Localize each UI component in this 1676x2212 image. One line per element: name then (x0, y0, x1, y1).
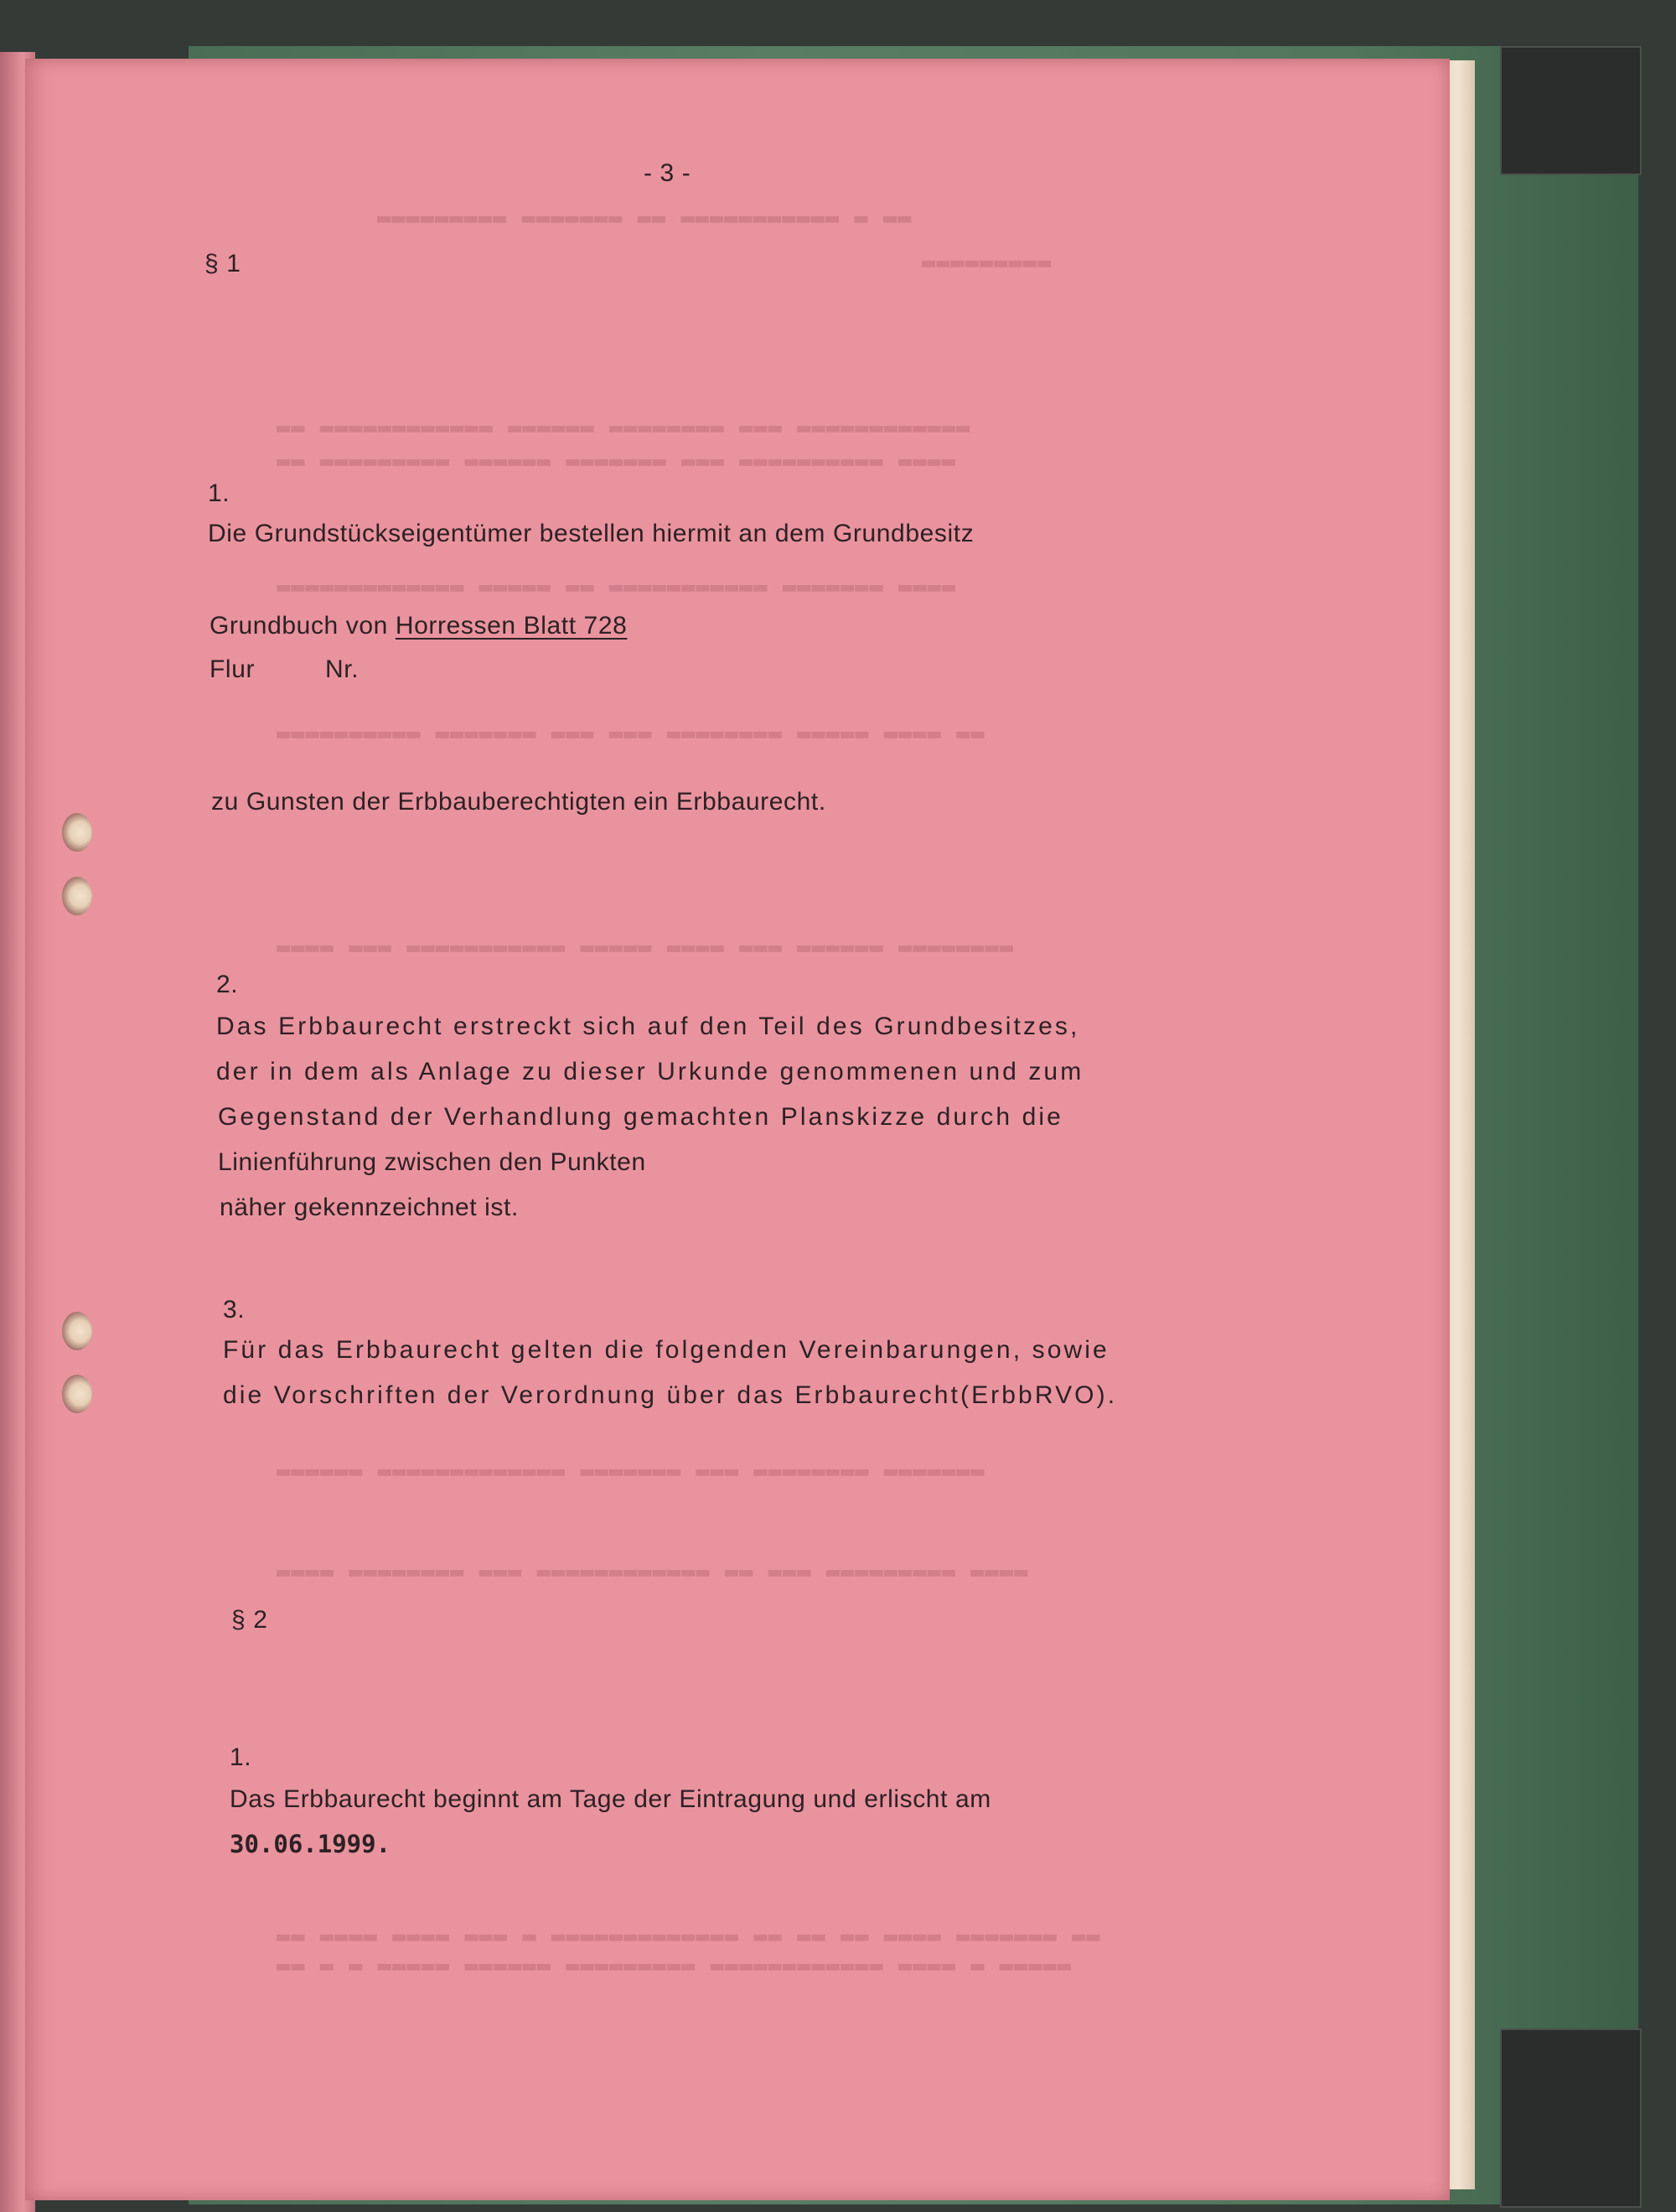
binder-corner-top (1500, 46, 1642, 175)
punch-hole-icon (62, 1375, 92, 1413)
binder-corner-bottom (1500, 2028, 1642, 2208)
punch-hole-icon (62, 877, 92, 915)
item-3-line: die Vorschriften der Verordnung über das Erbbaurecht(ErbbRVO). (223, 1381, 1118, 1409)
show-through-text: ▬▬ ▬▬▬▬▬▬▬▬▬ ▬▬▬▬▬▬ ▬▬▬▬▬▬▬ ▬▬▬ ▬▬▬▬▬▬▬▬▬▬ ▬▬▬▬ (277, 448, 957, 474)
item-1-text: Die Grundstückseigentümer bestellen hiermit an dem Grundbesitz (208, 520, 975, 547)
show-through-text: ▬▬▬▬▬▬▬▬▬ ▬▬▬▬▬▬▬ ▬▬ ▬▬▬▬▬▬▬▬▬▬▬ ▬ ▬▬ (377, 205, 913, 231)
nr-label: Nr. (325, 655, 360, 683)
item-3-number: 3. (223, 1296, 246, 1324)
show-through-text: ▬▬▬▬▬▬▬▬▬ (922, 250, 1053, 276)
show-through-text: ▬▬▬▬ ▬▬▬▬▬▬▬▬ ▬▬▬ ▬▬▬▬▬▬▬▬▬▬▬▬ ▬▬ ▬▬▬ ▬▬▬▬▬▬▬▬▬ ▬▬▬▬ (277, 1559, 1029, 1585)
show-through-text: ▬▬▬▬ ▬▬▬ ▬▬▬▬▬▬▬▬▬▬▬ ▬▬▬▬▬ ▬▬▬▬ ▬▬▬ ▬▬▬▬▬▬ ▬▬▬▬▬▬▬▬ (277, 935, 1015, 961)
section-2-heading: § 2 (231, 1606, 268, 1634)
section-1-heading: § 1 (204, 250, 241, 277)
expiry-date: 30.06.1999. (230, 1830, 391, 1858)
page-number: - 3 - (644, 159, 691, 187)
grundbuch-line (210, 612, 627, 640)
item-2-line: Das Erbbaurecht erstreckt sich auf den Teil des Grundbesitzes, (216, 1013, 1080, 1040)
item-2-number: 2. (216, 971, 239, 998)
item-3-line: Für das Erbbaurecht gelten die folgenden Vereinbarungen, sowie (223, 1336, 1110, 1364)
item-1-conclusion: zu Gunsten der Erbbauberechtigten ein Erbbaurecht. (211, 788, 826, 816)
show-through-text: ▬▬ ▬▬▬▬ ▬▬▬▬ ▬▬▬ ▬ ▬▬▬▬▬▬▬▬▬▬▬▬▬ ▬▬ ▬▬ ▬▬ ▬▬▬▬ ▬▬▬▬▬▬▬ ▬▬ (277, 1924, 1101, 1950)
item-2-line: Linienführung zwischen den Punkten (218, 1148, 646, 1176)
item-2-line: näher gekennzeichnet ist. (220, 1194, 519, 1221)
grundbuch-prefix: Grundbuch von (210, 612, 388, 640)
grundbuch-reference: Horressen Blatt 728 (395, 612, 628, 640)
section-2-item-1-number: 1. (230, 1743, 252, 1771)
show-through-text: ▬▬ ▬▬▬▬▬▬▬▬▬▬▬▬ ▬▬▬▬▬▬ ▬▬▬▬▬▬▬▬ ▬▬▬ ▬▬▬▬▬▬▬▬▬▬▬▬ (277, 415, 971, 441)
item-2-line: Gegenstand der Verhandlung gemachten Planskizze durch die (218, 1103, 1063, 1131)
section-2-item-1-text: Das Erbbaurecht beginnt am Tage der Eintragung und erlischt am (230, 1785, 991, 1813)
punch-hole-icon (62, 1312, 92, 1350)
show-through-text: ▬▬▬▬▬▬▬▬▬▬▬▬▬ ▬▬▬▬▬ ▬▬ ▬▬▬▬▬▬▬▬▬▬▬ ▬▬▬▬▬▬▬ ▬▬▬▬ (277, 574, 957, 600)
document-page (25, 59, 1450, 2200)
show-through-text: ▬▬▬▬▬▬▬▬▬▬ ▬▬▬▬▬▬▬ ▬▬▬ ▬▬▬ ▬▬▬▬▬▬▬▬ ▬▬▬▬▬ ▬▬▬▬ ▬▬ (277, 721, 985, 747)
show-through-text: ▬▬▬▬▬▬ ▬▬▬▬▬▬▬▬▬▬▬▬▬ ▬▬▬▬▬▬▬ ▬▬▬ ▬▬▬▬▬▬▬▬ ▬▬▬▬▬▬▬ (277, 1458, 985, 1484)
punch-hole-icon (62, 813, 92, 852)
item-2-line: der in dem als Anlage zu dieser Urkunde genommenen und zum (216, 1058, 1084, 1085)
show-through-text: ▬▬ ▬ ▬ ▬▬▬▬▬ ▬▬▬▬▬▬ ▬▬▬▬▬▬▬▬▬ ▬▬▬▬▬▬▬▬▬▬▬▬ ▬▬▬▬ ▬ ▬▬▬▬▬ (277, 1953, 1073, 1979)
flur-label: Flur (210, 655, 256, 683)
item-1-number: 1. (208, 479, 230, 507)
